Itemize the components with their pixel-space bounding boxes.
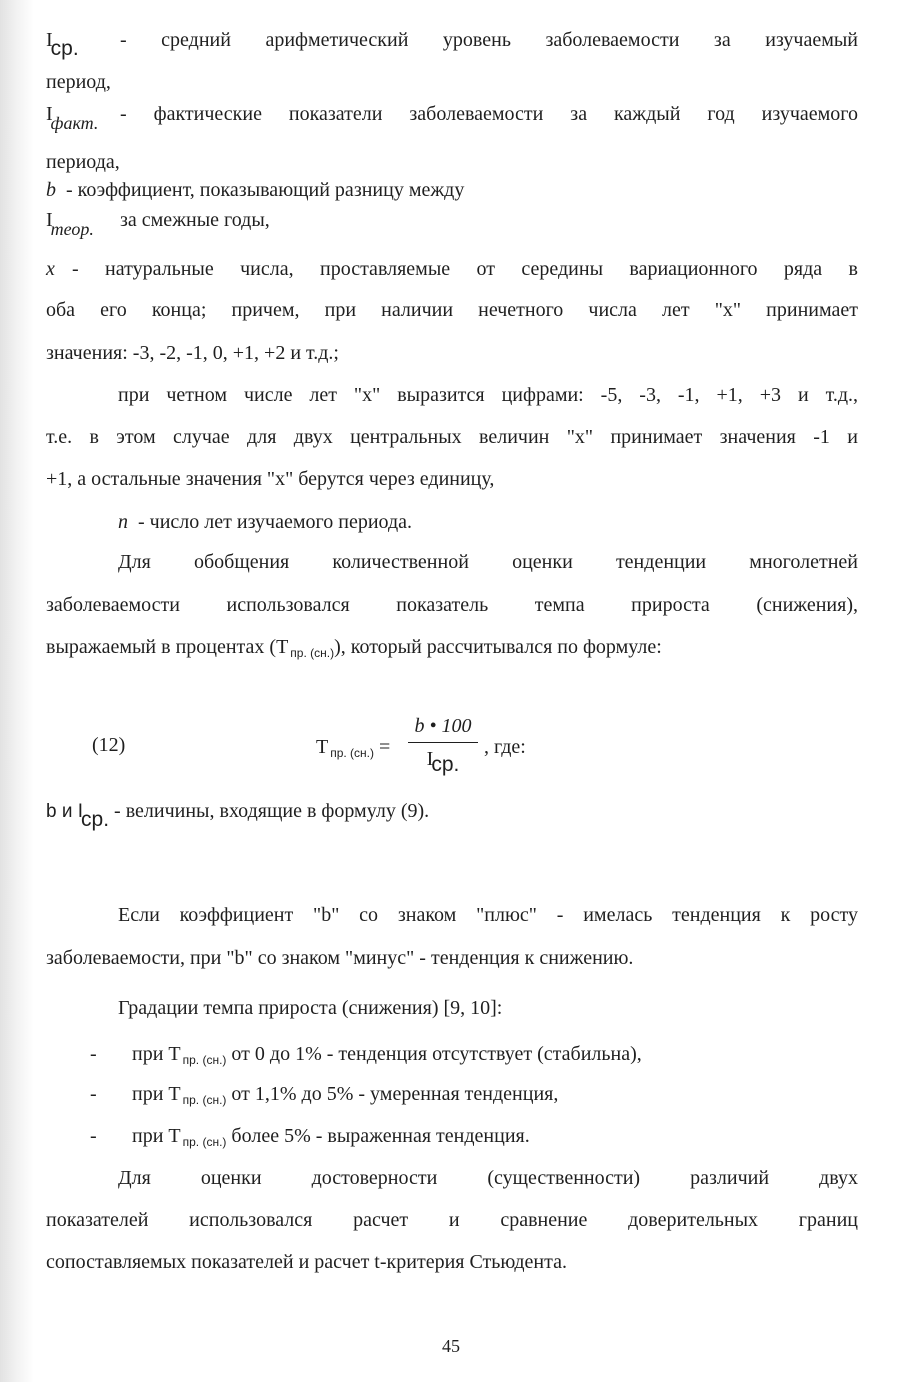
subscript-avg: ср. [50,37,79,60]
definition-i-avg [46,26,858,60]
text-line-with-subscript [46,633,858,663]
text-line: заболеваемости использовался показатель темпа прироста (снижения), [46,594,858,616]
definition-n [118,508,902,536]
text-part: от 1,1% до 5% - умеренная тенденция, [231,1083,559,1105]
definition-text: - число лет изучаемого периода. [138,511,412,533]
text-part: от 0 до 1% - тенденция отсутствует (стабильна), [231,1043,642,1065]
definition-i-teor [46,206,858,239]
text-part: ), который рассчитывался по формуле: [334,636,662,658]
text-part: при Т [132,1125,181,1147]
text-line: период, [46,71,111,93]
text-line: заболеваемости, при "b" со знаком "минус" - тенденция к снижению. [46,947,634,969]
formula-lhs [316,736,390,759]
symbol-i: I [46,209,53,231]
text-line: т.е. в этом случае для двух центральных величин "х" принимает значения -1 и [46,426,858,448]
formula-equals: = [379,736,391,758]
text-line: Для обобщения количественной оценки тенденции многолетней [118,551,858,573]
subscript-avg: ср. [81,808,110,831]
definition-text: - коэффициент, показывающий разницу между [66,179,465,201]
subscript-teor: теор. [50,219,94,239]
subscript-pr-sn: пр. (сн.) [182,1135,227,1149]
text-line: Если коэффициент "b" со знаком "плюс" - имелась тенденция к росту [118,904,858,926]
text-part: b и I [46,801,84,822]
text-part: более 5% - выраженная тенденция. [231,1125,530,1147]
scan-shadow-edge [0,0,34,1382]
symbol-i: I [46,29,53,51]
definition-text: - натуральные числа, проставляемые от середины вариационного ряда в [72,258,858,280]
symbol-x: x [46,258,55,280]
formula-denominator [408,745,478,776]
denominator-symbol: I [426,748,434,770]
bullet-dash: - [90,1043,97,1065]
text-part: - величины, входящие в формулу (9). [114,800,430,822]
bullet-dash: - [90,1125,97,1147]
symbol-i: I [46,103,53,125]
fraction-bar [408,742,478,743]
page-number: 45 [442,1336,460,1356]
denominator-subscript: ср. [431,753,460,776]
text-line: при четном числе лет "х" выразится цифрами: -5, -3, -1, +1, +3 и т.д., [118,384,858,406]
formula-fraction [408,712,478,776]
subscript-pr-sn: пр. (сн.) [290,646,335,660]
text-line: Для оценки достоверности (существенности) различий двух [118,1167,858,1189]
definition-text: - средний арифметический уровень заболеваемости за изучаемый [120,29,858,51]
formula-t: Т [316,736,329,758]
text-line: +1, а остальные значения "х" берутся через единицу, [46,468,495,490]
subscript-pr-sn: пр. (сн.) [182,1093,227,1107]
text-line: периода, [46,151,120,173]
formula-subscript: пр. (сн.) [330,746,375,760]
formula-numerator: b • 100 [414,715,472,737]
definition-x [46,255,858,283]
bullet-item [90,1080,902,1110]
text-part: при Т [132,1083,181,1105]
text-line: показателей использовался расчет и сравнение доверительных границ [46,1209,858,1231]
symbol-n: n [118,511,128,533]
formula-12 [316,712,576,782]
bullet-item [90,1040,902,1070]
symbol-b: b [46,179,56,201]
subscript-fact: факт. [50,113,99,133]
text-part: выражаемый в процентах (Т [46,636,289,658]
text-line-with-subscript [46,797,858,831]
definition-i-fact [46,100,858,133]
text-line: значения: -3, -2, -1, 0, +1, +2 и т.д.; [46,342,339,364]
bullet-item [90,1122,902,1152]
subscript-pr-sn: пр. (сн.) [182,1053,227,1067]
definition-text: за смежные годы, [120,209,270,231]
text-line: сопоставляемых показателей и расчет t-критерия Стьюдента. [46,1251,567,1273]
formula-tail: , где: [484,736,526,758]
text-line: оба его конца; причем, при наличии нечетного числа лет "х" принимает [46,299,858,321]
text-part: при Т [132,1043,181,1065]
definition-b [46,176,858,204]
text-line: Градации темпа прироста (снижения) [9, 10]: [118,997,503,1019]
bullet-dash: - [90,1083,97,1105]
formula-number: (12) [92,734,126,756]
definition-text: - фактические показатели заболеваемости за каждый год изучаемого [120,103,858,125]
